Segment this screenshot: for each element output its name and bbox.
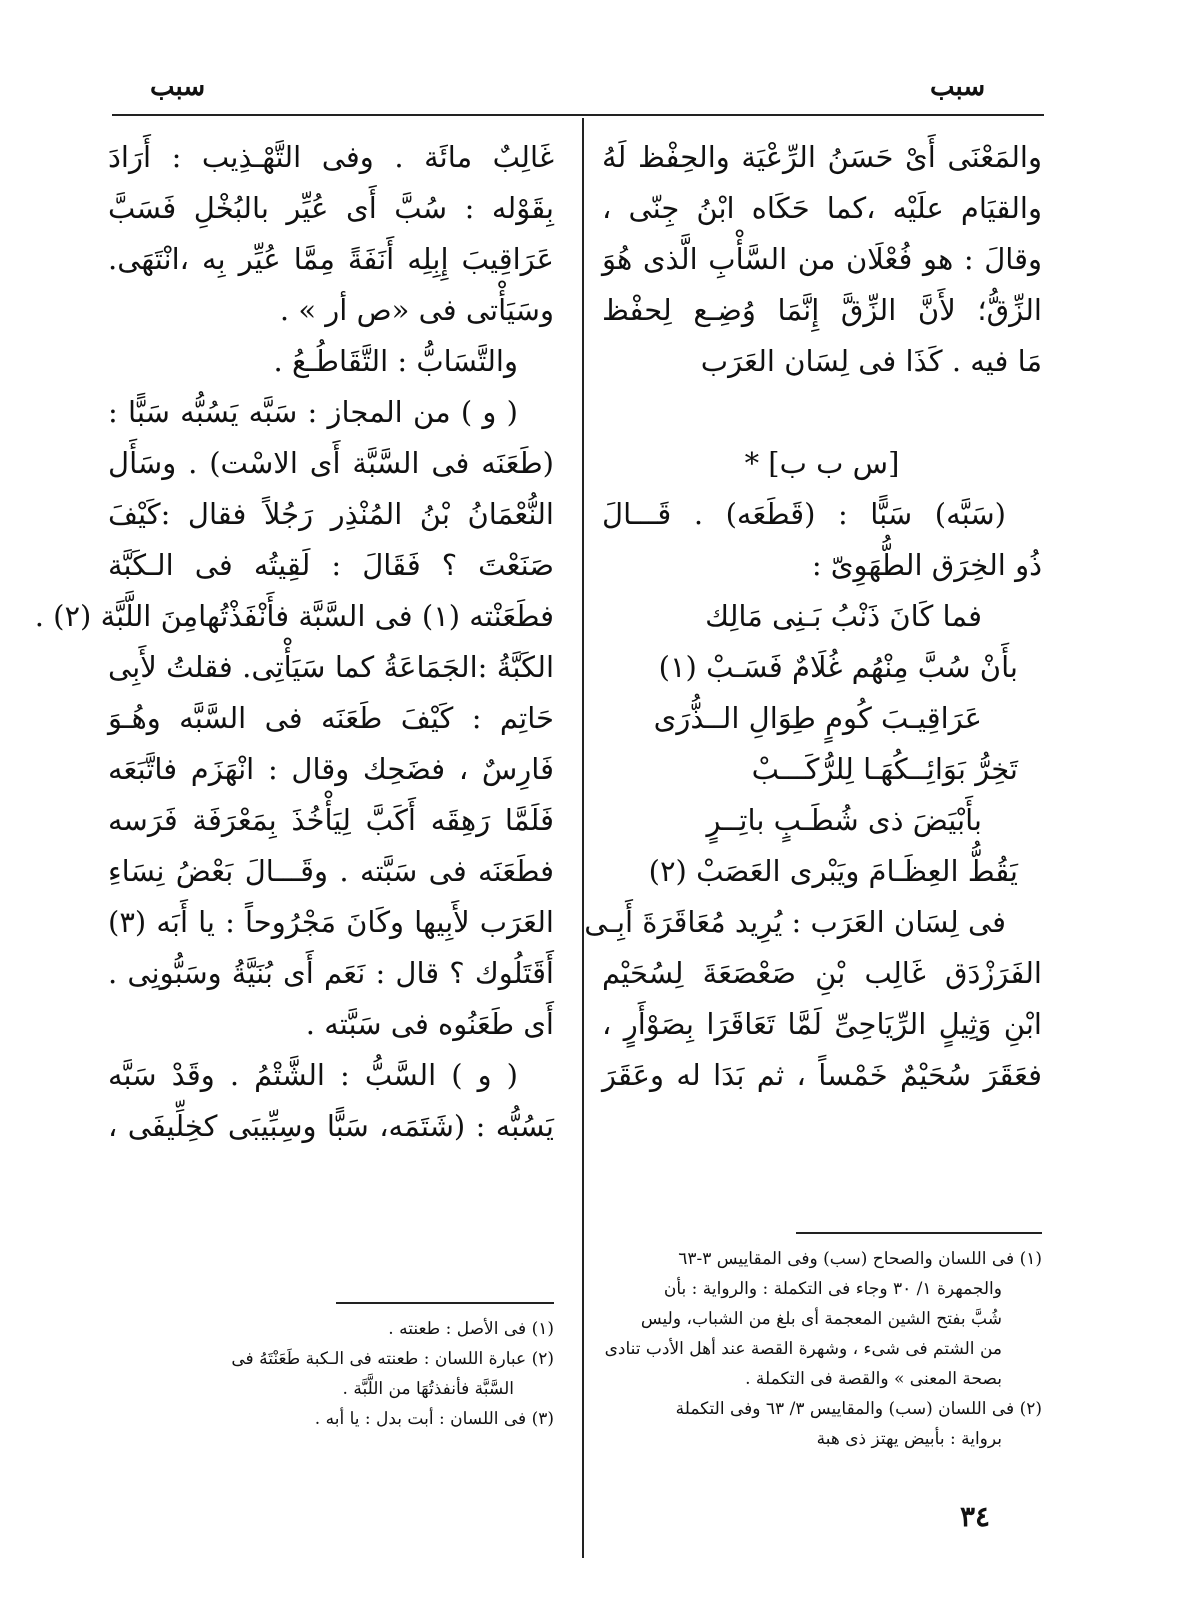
- text-line: أَقَتَلُوك ؟ قال : نَعَم أَى بُنَيَّةُ وسَبُّونِى .: [108, 956, 554, 990]
- text-line: وقالَ : هو فُعْلَان من السَّأْبِ الَّذى هُوَ: [602, 242, 1042, 276]
- entry-heading: [س ب ب] *: [744, 446, 900, 480]
- text-line: حَاتِم : كَيْفَ طَعَنَه فى السَّبَّه وهُـوَ: [108, 701, 554, 735]
- column-divider: [582, 118, 584, 1558]
- verse-line: عَرَاقِيـبَ كُومٍ طِوَالِ الــذُّرَى: [653, 701, 982, 735]
- verse-line: بأَبْيَضَ ذى شُطَـبٍ باتِــرٍ: [706, 803, 982, 837]
- left-column: [34, 132, 554, 1152]
- footnote-line: (٣) فى اللسان : أبت بدل : يا أبه .: [314, 1409, 554, 1429]
- footnote-rule: [336, 1302, 554, 1304]
- footnote-line: السَّبَّة فأنفذتُهَا من اللَّبَّة .: [342, 1379, 514, 1399]
- text-line: فى لِسَان العَرَب : يُرِيد مُعَاقَرَةَ أَبِـى: [584, 905, 1006, 939]
- text-line: فطَعَنْته (١) فى السَّبَّة فأَنْفَذْتُهامِنَ اللَّبَّة (٢) .: [34, 599, 554, 633]
- text-line: أَى طَعَنُوه فى سَبَّته .: [305, 1007, 554, 1041]
- text-line: صَنَعْتَ ؟ فَقَالَ : لَقِيتُه فى الـكَبَّة: [108, 548, 554, 582]
- running-head-right: سبب: [930, 72, 986, 102]
- text-line: (طَعَنَه فى السَّبَّة أَى الاسْت) . وسَأَل: [108, 446, 554, 480]
- footnote-line: (١) فى الأصل : طعنته .: [388, 1319, 554, 1339]
- text-line: فَارِسٌ ، فضَحِك وقال : انْهَزَم فاتَّبَعَه: [108, 752, 554, 786]
- footnote-line: (١) فى اللسان والصحاح (سب) وفى المقاييس ٣-٦٣: [678, 1249, 1042, 1269]
- footnote-line: بصحة المعنى » والقصة فى التكملة .: [745, 1369, 1002, 1389]
- right-footnotes: [602, 1244, 1042, 1454]
- text-line: (سَبَّه) سَبًّا : (قَطَعَه) . قَـــالَ: [602, 497, 1006, 531]
- text-line: الكَبَّةُ :الجَمَاعَةُ كما سَيَأْتِى. فقلتُ لأَبِى: [108, 650, 554, 684]
- text-line: ( و ) من المجاز : سَبَّه يَسُبُّه سَبًّا :: [108, 395, 518, 429]
- running-head-left: سبب: [150, 72, 206, 102]
- text-line: ذُو الخِرَق الطُّهَوِىّ :: [811, 548, 1042, 582]
- verse-line: فما كَانَ ذَنْبُ بَـنِى مَالِك: [705, 599, 982, 633]
- text-line: فطَعَنَه فى سَبَّته . وقَـــالَ بَعْضُ نِسَاءِ: [108, 854, 554, 888]
- verse-line: يَقُطُّ العِظَـامَ ويَبْرى العَصَبْ (٢): [648, 854, 1018, 888]
- right-column: [584, 132, 1042, 1101]
- text-line: مَا فيه . كَذَا فى لِسَان العَرَب: [700, 344, 1042, 378]
- text-line: ابْنِ وَثِيلٍ الرِّيَاحِىِّ لَمَّا تَعَاقَرَا بِصَوْأَرٍ ،: [602, 1007, 1042, 1041]
- text-line: والتَّسَابُّ : التَّقَاطُـعُ .: [273, 344, 518, 378]
- text-line: الفَرَزْدَق غَالِب بْنِ صَعْصَعَةَ لِسُحَيْم: [602, 956, 1042, 990]
- text-line: الزِّقُّ؛ لأَنَّ الزِّقَّ إِنَّمَا وُضِـع لِحفْظ: [602, 293, 1042, 327]
- text-line: النُّعْمَانُ بْنُ المُنْذِر رَجُلاً فقال :كَيْفَ: [108, 497, 554, 531]
- left-footnotes: [108, 1314, 554, 1434]
- footnote-line: شُبَّ بفتح الشين المعجمة أى بلغ من الشباب، وليس: [640, 1309, 1002, 1329]
- footnote-line: (٢) فى اللسان (سب) والمقاييس ٣/ ٦٣ وفى التكملة: [675, 1399, 1042, 1419]
- text-line: وسَيَأْتى فى «ص أر » .: [279, 293, 554, 327]
- footnote-line: برواية : بأبيض يهتز ذى هبة: [816, 1429, 1002, 1449]
- text-line: يَسُبُّه : (شَتَمَه، سَبًّا وسِبِّيبَى كخِلِّيفَى ،: [108, 1109, 554, 1143]
- verse-line: تَخِرُّ بَوَائِــكُهَـا لِلرُّكَـــبْ: [751, 752, 1018, 786]
- text-line: والقيَام علَيْه ،كما حَكَاه ابْنُ جِنّى ،: [602, 191, 1042, 225]
- text-line: والمَعْنَى أَىْ حَسَنُ الرِّعْيَة والحِفْظ لَهُ: [602, 140, 1042, 174]
- text-line: العَرَب لأَبِيها وكَانَ مَجْرُوحاً : يا أَبَه (٣): [108, 905, 554, 939]
- text-line: عَرَاقِيبَ إِبِلِه أَنَفَةً مِمَّا عُيِّر بِه ،انْتَهَى.: [108, 242, 554, 276]
- text-line: فعَقَرَ سُحَيْمٌ خَمْساً ، ثم بَدَا له وعَقَرَ: [602, 1058, 1042, 1092]
- footnote-rule: [796, 1232, 1042, 1234]
- text-line: بِقَوْله : سُبَّ أَى عُيِّر بالبُخْلِ فَسَبَّ: [108, 191, 554, 225]
- text-line: ( و ) السَّبُّ : الشَّتْمُ . وقَدْ سَبَّه: [108, 1058, 518, 1092]
- header-rule: [112, 114, 1044, 116]
- blank-line: [602, 387, 1042, 438]
- page-number: ٣٤: [960, 1500, 991, 1533]
- text-line: فَلَمَّا رَهِقَه أَكَبَّ لِيَأْخُذَ بِمَعْرَفَة فَرَسه: [108, 803, 554, 837]
- footnote-line: والجمهرة ١/ ٣٠ وجاء فى التكملة : والرواية : بأن: [663, 1279, 1002, 1299]
- text-line: غَالِبٌ مائَة . وفى التَّهْـذِيب : أَرَادَ: [108, 140, 554, 174]
- footnote-line: (٢) عبارة اللسان : طعنته فى الـكبة طَعَنْتَهُ فى: [231, 1349, 554, 1369]
- verse-line: بأَنْ سُبَّ مِنْهُم غُلَامٌ فَسَـبْ (١): [658, 650, 1018, 684]
- footnote-line: من الشتم فى شىء ، وشهرة القصة عند أهل الأدب تنادى: [604, 1339, 1002, 1359]
